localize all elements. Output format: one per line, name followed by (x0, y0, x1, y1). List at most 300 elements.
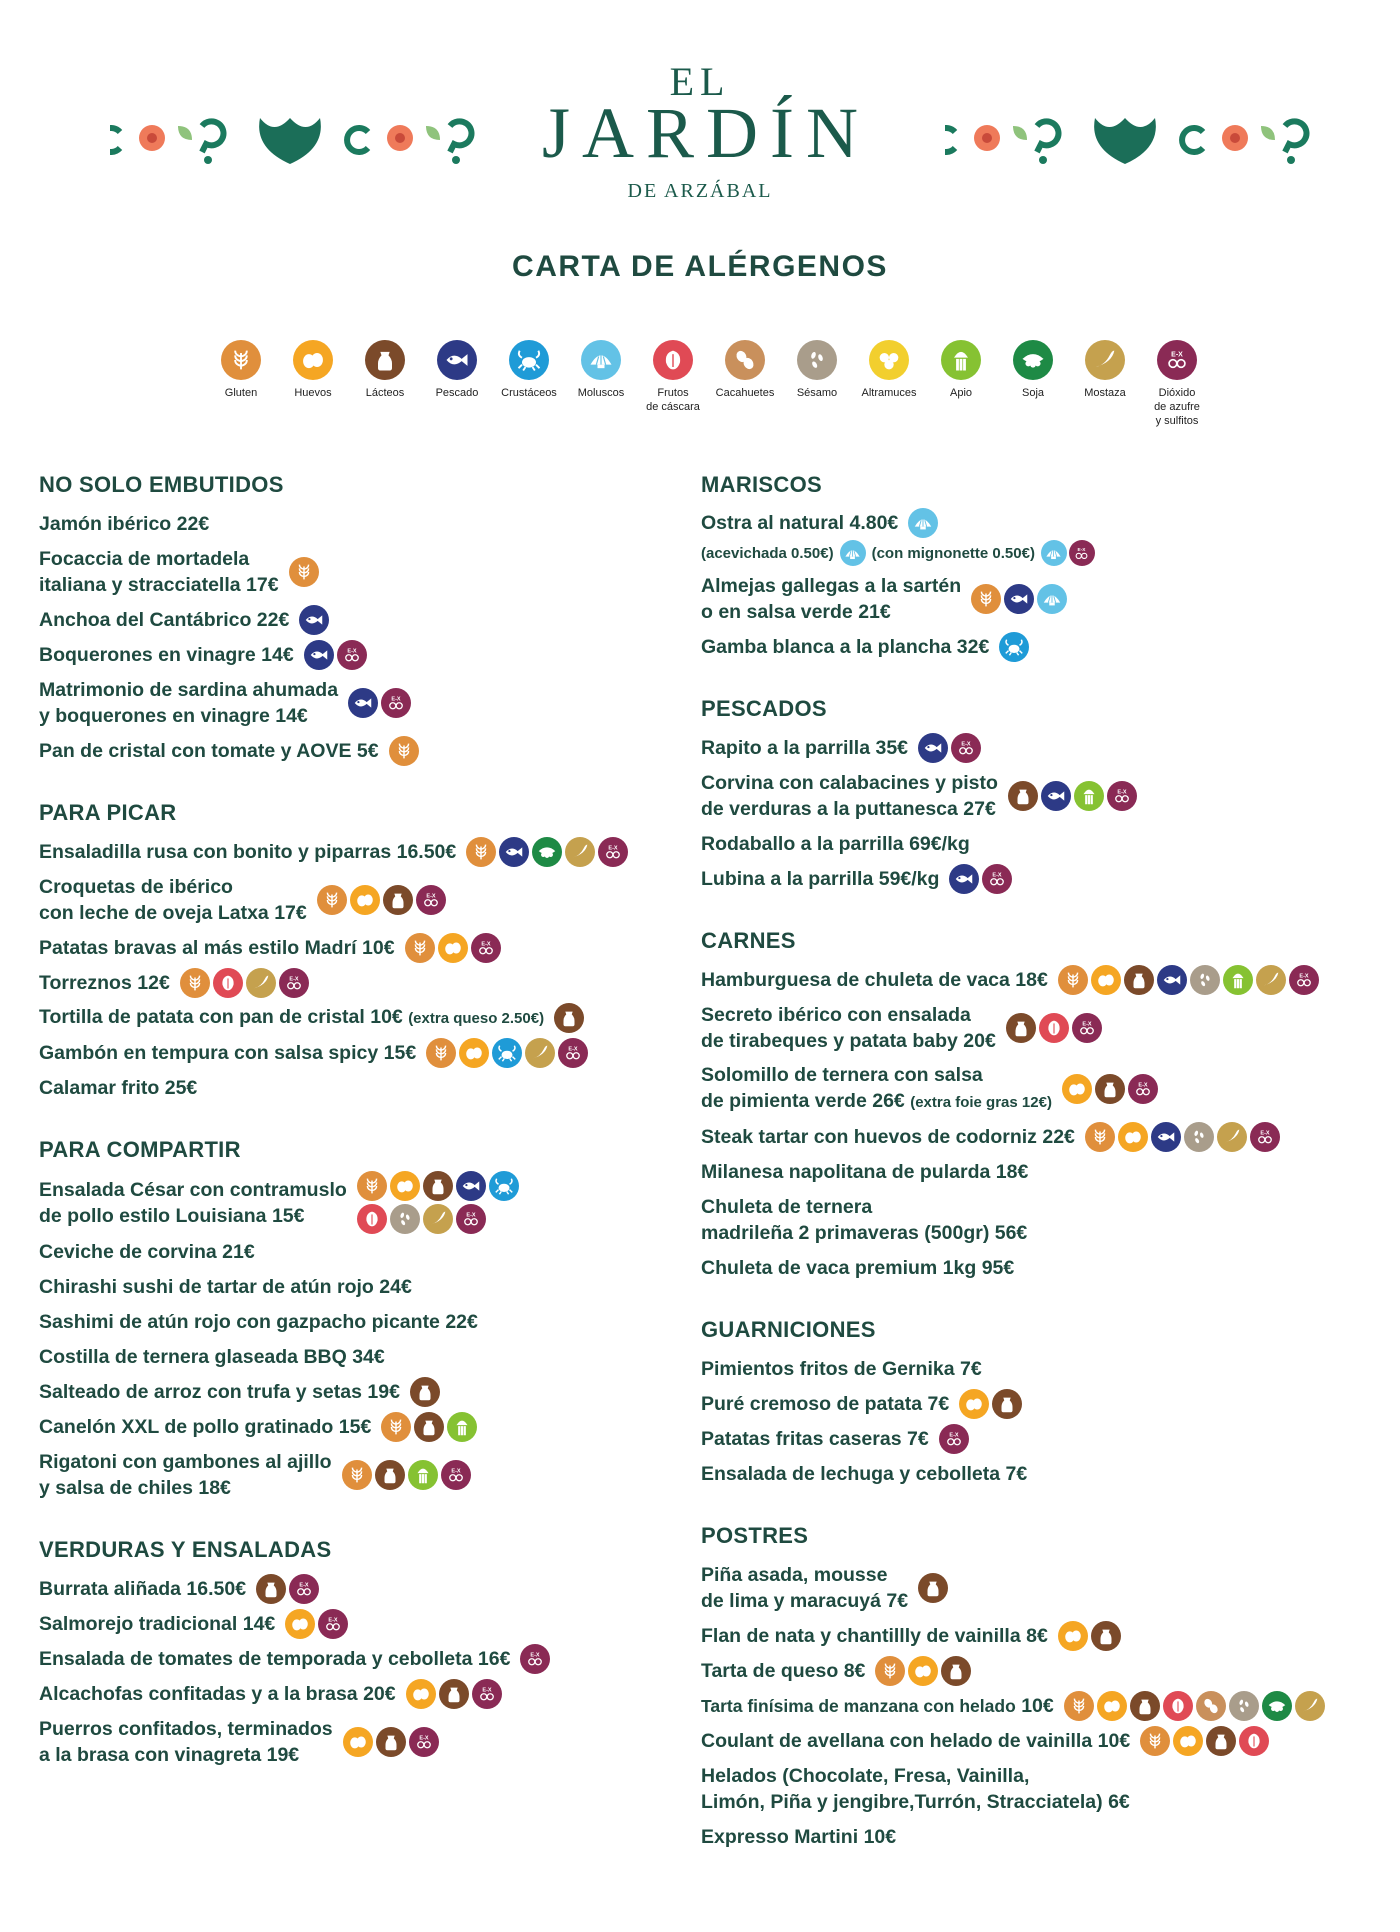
sesamo-icon (1184, 1122, 1214, 1152)
allergen-icons (285, 1609, 348, 1639)
sulfitos-icon (520, 1644, 550, 1674)
lacteos-icon (423, 1171, 453, 1201)
allergen-icons (410, 1377, 440, 1407)
item-price: 34€ (352, 1345, 385, 1368)
svg-text:E-X: E-X (949, 1431, 959, 1438)
svg-text:E-X: E-X (328, 1616, 338, 1623)
lacteos-icon (941, 1656, 971, 1686)
sulfitos-icon (279, 968, 309, 998)
sulfitos-icon (289, 1574, 319, 1604)
gluten-icon (405, 933, 435, 963)
item-price: 22€ (176, 512, 210, 535)
item-name: Gambón en tempura con salsa spicy (39, 1041, 379, 1064)
pescado-icon (1157, 965, 1187, 995)
sulfitos-icon (951, 733, 981, 763)
menu-item (39, 1269, 719, 1304)
item-name: Alcachofas confitadas y a la brasa (39, 1682, 358, 1705)
menu-item (701, 861, 1381, 896)
item-name: Secreto ibérico con ensalada de tirabeques y patata baby (701, 1003, 971, 1052)
menu-column-left (39, 470, 719, 1802)
altramuces-icon (869, 340, 909, 380)
sulfitos-icon (416, 885, 446, 915)
menu-item (39, 869, 719, 930)
item-name: Patatas bravas al más estilo Madrí (39, 936, 357, 959)
item-price: 19€ (266, 1743, 300, 1766)
item-price: 10€ (370, 1005, 403, 1028)
huevos-icon (908, 1656, 938, 1686)
item-price: 18€ (995, 1160, 1029, 1183)
item-price: 8€ (843, 1659, 866, 1682)
item-name: Sashimi de atún rojo con gazpacho picante (39, 1310, 440, 1333)
item-price: 22€ (1042, 1125, 1075, 1148)
svg-text:E-X: E-X (466, 1212, 476, 1219)
menu-item (701, 962, 1381, 997)
item-name: Ensalada de tomates de temporada y cebolleta (39, 1647, 473, 1670)
legend-label: Gluten (224, 387, 258, 399)
allergen-icons (999, 632, 1029, 662)
menu-item (701, 1386, 1381, 1421)
allergen-icons (1058, 965, 1319, 995)
svg-text:E-X: E-X (568, 1045, 578, 1052)
item-price: 6€ (1108, 1790, 1130, 1813)
pescado-icon (918, 733, 948, 763)
menu-section (39, 1535, 719, 1772)
svg-text:E-X: E-X (992, 871, 1003, 878)
gluten-icon (381, 1412, 411, 1442)
allergen-icons (426, 1038, 588, 1068)
allergen-icons (939, 1424, 969, 1454)
allergen-icons (918, 1573, 948, 1603)
lacteos-icon (918, 1573, 948, 1603)
item-name: Jamón ibérico (39, 512, 172, 535)
menu-item (39, 834, 719, 869)
menu-item (701, 1119, 1381, 1154)
menu-item (39, 506, 719, 541)
pescado-icon (437, 340, 477, 380)
item-price: 8€ (1026, 1624, 1048, 1647)
sulfitos-icon (337, 640, 367, 670)
allergen-icons (918, 733, 981, 763)
sesamo-icon (1229, 1691, 1259, 1721)
item-name: Tarta de queso (701, 1659, 839, 1682)
menu-item (39, 1304, 719, 1339)
sulfitos-icon (1072, 1013, 1102, 1043)
gluten-icon (1058, 965, 1088, 995)
menu-item (701, 1557, 1381, 1618)
allergen-icons (1006, 1013, 1102, 1043)
cacahuetes-icon (1196, 1691, 1226, 1721)
menu-section (701, 926, 1381, 1285)
sulfitos-icon (1069, 540, 1095, 566)
section-title: POSTRES (701, 1523, 809, 1548)
page-title: CARTA DE ALÉRGENOS (512, 250, 888, 283)
menu-item (701, 1758, 1381, 1819)
apio-icon (447, 1412, 477, 1442)
allergen-icons (342, 1460, 471, 1490)
section-title: PESCADOS (701, 696, 827, 721)
section-title: PARA COMPARTIR (39, 1137, 241, 1162)
mostaza-icon (1085, 340, 1125, 380)
item-name: Salteado de arroz con trufa y setas (39, 1380, 362, 1403)
item-price: 18€ (198, 1476, 231, 1499)
allergen-icons (466, 837, 628, 867)
item-name: Ensaladilla rusa con bonito y piparras (39, 840, 392, 863)
item-name: Calamar frito (39, 1076, 160, 1099)
sulfitos-icon (1289, 965, 1319, 995)
menu-item (701, 1154, 1381, 1189)
item-price: 17€ (246, 573, 279, 596)
item-name: Helados (Chocolate, Fresa, Vainilla, Limón, Piña y jengibre,Turrón, Stracciatela) (701, 1764, 1103, 1813)
legend-label: Mostaza (1084, 387, 1126, 399)
item-price: 14€ (275, 704, 308, 727)
menu-item (39, 602, 719, 637)
menu-section (701, 470, 1381, 664)
item-name: Puré cremoso de patata (701, 1392, 923, 1415)
item-extra: (extra foie gras 12€) (910, 1093, 1052, 1111)
section-title: PARA PICAR (39, 800, 177, 825)
sulfitos-icon (1157, 340, 1197, 380)
pescado-icon (1041, 781, 1071, 811)
gluten-icon (221, 340, 261, 380)
item-price: 95€ (981, 1256, 1015, 1279)
item-price: 7€ (927, 1392, 950, 1415)
svg-text:E-X: E-X (608, 844, 618, 851)
mostaza-icon (423, 1204, 453, 1234)
gluten-icon (357, 1171, 387, 1201)
item-price: 21€ (222, 1240, 255, 1263)
svg-text:E-X: E-X (1299, 972, 1309, 979)
section-title: CARNES (701, 928, 796, 953)
mostaza-icon (1295, 1691, 1325, 1721)
gluten-icon (971, 584, 1001, 614)
svg-text:E-X: E-X (530, 1651, 541, 1658)
legend-label: Huevos (294, 387, 332, 399)
menu-item (39, 1374, 719, 1409)
item-name: Almejas gallegas a la sartén o en salsa verde (701, 574, 962, 623)
item-price: 10€ (362, 936, 395, 959)
menu-item (39, 1676, 719, 1711)
item-name: Hamburguesa de chuleta de vaca (701, 968, 1010, 991)
soja-icon (532, 837, 562, 867)
lacteos-icon (1006, 1013, 1036, 1043)
allergen-icons (289, 557, 319, 587)
legend-label: Cacahuetes (715, 387, 775, 399)
sulfitos-icon (598, 837, 628, 867)
mostaza-icon (565, 837, 595, 867)
item-price: 20€ (363, 1682, 396, 1705)
item-price: 22€ (256, 608, 290, 631)
legend-label: Lácteos (365, 387, 405, 399)
menu-item (39, 965, 719, 1000)
huevos-icon (1091, 965, 1121, 995)
moluscos-icon (1037, 584, 1067, 614)
item-price: 7€ (1005, 1462, 1028, 1485)
item-name: Corvina con calabacines y pisto de verduras a la puttanesca (701, 771, 998, 820)
allergen-icons (1058, 1621, 1121, 1651)
svg-text:E-X: E-X (480, 940, 491, 947)
menu-item (701, 1250, 1381, 1285)
oyster-option-mignonette: (con mignonette 0.50€) (871, 544, 1035, 562)
huevos-icon (1062, 1074, 1092, 1104)
allergen-icons (256, 1574, 319, 1604)
allergen-icons (554, 1003, 584, 1033)
item-name: Rodaballo a la parrilla (701, 832, 904, 855)
mostaza-icon (525, 1038, 555, 1068)
lacteos-icon (414, 1412, 444, 1442)
apio-icon (941, 340, 981, 380)
item-name: Focaccia de mortadela italiana y stracciatella (39, 547, 250, 596)
legend-item-sulfitos (1132, 340, 1222, 428)
menu-item (39, 930, 719, 965)
moluscos-icon (840, 540, 866, 566)
huevos-icon (1058, 1621, 1088, 1651)
menu-item (701, 765, 1381, 826)
lacteos-icon (992, 1389, 1022, 1419)
header (0, 0, 1400, 200)
item-name: Chirashi sushi de tartar de atún rojo (39, 1275, 374, 1298)
svg-text:E-X: E-X (482, 1686, 492, 1693)
pescado-icon (348, 688, 378, 718)
item-price: 4.80€ (849, 512, 899, 534)
item-name: Pan de cristal con tomate y AOVE (39, 739, 352, 762)
brand-name: JARDÍN (541, 93, 870, 173)
menu-item (39, 541, 719, 602)
menu-section (701, 1521, 1381, 1854)
frutos-icon (1039, 1013, 1069, 1043)
item-name: Piña asada, mousse de lima y maracuyá (701, 1563, 888, 1612)
pescado-icon (1151, 1122, 1181, 1152)
item-price: 10€ (1021, 1694, 1054, 1717)
item-name: Ensalada César con contramuslo de pollo estilo Louisiana (39, 1178, 347, 1227)
item-price: 16.50€ (186, 1577, 247, 1600)
soja-icon (1013, 340, 1053, 380)
sesamo-icon (1190, 965, 1220, 995)
huevos-icon (390, 1171, 420, 1201)
menu-item (39, 1000, 719, 1035)
svg-text:E-X: E-X (1171, 351, 1183, 359)
item-name: Chuleta de ternera madrileña 2 primaveras (500gr) (701, 1195, 990, 1244)
mostaza-icon (1217, 1122, 1247, 1152)
item-name: Gamba blanca a la plancha (701, 635, 952, 658)
lacteos-icon (554, 1003, 584, 1033)
item-name: Torreznos (39, 971, 132, 994)
item-name: Steak tartar con huevos de codorniz (701, 1125, 1037, 1148)
frutos-icon (1163, 1691, 1193, 1721)
frutos-icon (213, 968, 243, 998)
item-price: 14€ (242, 1612, 276, 1635)
svg-text:E-X: E-X (419, 1734, 429, 1741)
allergen-icons (1140, 1726, 1269, 1756)
crustaceos-icon (509, 340, 549, 380)
huevos-icon (1173, 1726, 1203, 1756)
menu-item (701, 568, 1381, 629)
item-price: 32€ (956, 635, 990, 658)
huevos-icon (438, 933, 468, 963)
legend-label: Soja (1021, 387, 1045, 399)
svg-text:E-X: E-X (1138, 1081, 1148, 1088)
gluten-icon (342, 1460, 372, 1490)
menu-item (39, 733, 719, 768)
svg-text:E-X: E-X (450, 1467, 461, 1474)
item-price: 7€ (960, 1357, 982, 1380)
lacteos-icon (365, 340, 405, 380)
legend-label: Crustáceos (501, 387, 557, 399)
legend-label: Altramuces (861, 387, 917, 399)
svg-text:E-X: E-X (1117, 788, 1127, 795)
item-price: 15€ (271, 1204, 305, 1227)
menu-item (701, 1058, 1381, 1119)
pescado-icon (499, 837, 529, 867)
allergen-icons (299, 605, 329, 635)
menu-item (701, 1688, 1381, 1723)
huevos-icon (406, 1679, 436, 1709)
gluten-icon (466, 837, 496, 867)
menu-section (701, 1315, 1381, 1491)
gluten-icon (289, 557, 319, 587)
item-name: Patatas fritas caseras (701, 1427, 902, 1450)
svg-text:E-X: E-X (1260, 1129, 1270, 1136)
item-name: Coulant de avellana con helado de vainilla (701, 1729, 1093, 1752)
allergen-icons (1008, 781, 1137, 811)
menu-item (701, 826, 1381, 861)
item-price: 19€ (367, 1380, 400, 1403)
soja-icon (1262, 1691, 1292, 1721)
pescado-icon (949, 864, 979, 894)
apio-icon (1223, 965, 1253, 995)
section-title: GUARNICIONES (701, 1317, 876, 1342)
item-name: Solomillo de ternera con salsa de pimienta verde (701, 1063, 983, 1112)
item-price: 18€ (1015, 968, 1048, 991)
menu-item (39, 1409, 719, 1444)
item-price: 7€ (906, 1427, 929, 1450)
sulfitos-icon (982, 864, 1012, 894)
menu-item (701, 1653, 1381, 1688)
crustaceos-icon (999, 632, 1029, 662)
huevos-icon (350, 885, 380, 915)
pescado-icon (456, 1171, 486, 1201)
legend-label: Dióxido de azufre y sulfitos (1154, 387, 1200, 427)
huevos-icon (343, 1727, 373, 1757)
item-price: 56€ (994, 1221, 1028, 1244)
item-name: Pimientos fritos de Gernika (701, 1357, 955, 1380)
menu-item (39, 1070, 719, 1105)
item-price: 27€ (963, 797, 996, 820)
item-price: 5€ (356, 739, 379, 762)
mostaza-icon (246, 968, 276, 998)
item-name: Costilla de ternera glaseada BBQ (39, 1345, 347, 1368)
mostaza-icon (1256, 965, 1286, 995)
allergen-icons (348, 688, 411, 718)
gluten-icon (1140, 1726, 1170, 1756)
menu-section (39, 1135, 719, 1505)
lacteos-icon (1091, 1621, 1121, 1651)
lacteos-icon (410, 1377, 440, 1407)
pescado-icon (304, 640, 334, 670)
menu-item (701, 1456, 1381, 1491)
svg-text:E-X: E-X (289, 975, 299, 982)
gluten-icon (875, 1656, 905, 1686)
section-title: NO SOLO EMBUTIDOS (39, 472, 284, 497)
menu-item (39, 1711, 719, 1772)
allergen-icons (1064, 1691, 1325, 1721)
svg-text:E-X: E-X (347, 647, 357, 654)
cacahuetes-icon (725, 340, 765, 380)
pescado-icon (1004, 584, 1034, 614)
item-name: Croquetas de ibérico con leche de oveja Latxa (39, 875, 269, 924)
lacteos-icon (1130, 1691, 1160, 1721)
menu-item (701, 506, 1381, 568)
allergen-icons (381, 1412, 477, 1442)
item-name: Ostra al natural (701, 512, 845, 534)
item-name: Chuleta de vaca premium 1kg (701, 1256, 977, 1279)
item-name: Lubina a la parrilla (701, 867, 874, 890)
floral-decoration-right (945, 104, 1325, 174)
allergen-legend (196, 340, 1216, 440)
item-name: Ceviche de corvina (39, 1240, 217, 1263)
item-price: 10€ (863, 1825, 897, 1848)
item-name: Salmorejo tradicional (39, 1612, 238, 1635)
gluten-icon (426, 1038, 456, 1068)
lacteos-icon (375, 1460, 405, 1490)
sesamo-icon (390, 1204, 420, 1234)
sulfitos-icon (939, 1424, 969, 1454)
allergen-icons (1062, 1074, 1158, 1104)
allergen-icons (317, 885, 446, 915)
gluten-icon (1064, 1691, 1094, 1721)
svg-text:E-X: E-X (426, 892, 436, 899)
allergen-icons (875, 1656, 971, 1686)
sulfitos-icon (1128, 1074, 1158, 1104)
item-name: Boquerones en vinagre (39, 643, 256, 666)
apio-icon (1074, 781, 1104, 811)
huevos-icon (293, 340, 333, 380)
item-price: 20€ (963, 1029, 996, 1052)
lacteos-icon (1206, 1726, 1236, 1756)
menu-item (701, 1819, 1381, 1854)
legend-label: Apio (949, 387, 973, 399)
gluten-icon (389, 736, 419, 766)
menu-item (39, 1606, 719, 1641)
menu-item (39, 1339, 719, 1374)
oyster-option-acevichada: (acevichada 0.50€) (701, 544, 834, 562)
svg-text:E-X: E-X (1082, 1020, 1092, 1027)
allergen-icons (405, 933, 501, 963)
item-name: Anchoa del Cantábrico (39, 608, 252, 631)
item-extra: (extra queso 2.50€) (408, 1009, 545, 1027)
huevos-icon (1118, 1122, 1148, 1152)
brand-subtitle: DE ARZÁBAL (627, 180, 773, 202)
sulfitos-icon (381, 688, 411, 718)
huevos-icon (959, 1389, 989, 1419)
sulfitos-icon (472, 1679, 502, 1709)
item-price: 15€ (383, 1041, 417, 1064)
svg-text:E-X: E-X (1077, 547, 1086, 553)
menu-item (701, 1618, 1381, 1653)
huevos-icon (459, 1038, 489, 1068)
item-name: Tarta finísima de manzana con helado (701, 1695, 1016, 1716)
item-name: Burrata aliñada (39, 1577, 181, 1600)
item-price: 21€ (858, 600, 891, 623)
svg-text:E-X: E-X (299, 1581, 309, 1588)
menu-item (701, 1189, 1381, 1250)
sulfitos-icon (1250, 1122, 1280, 1152)
item-price: 14€ (261, 643, 294, 666)
menu-item (39, 1571, 719, 1606)
sulfitos-icon (409, 1727, 439, 1757)
allergen-icons (520, 1644, 550, 1674)
menu-item (701, 1723, 1381, 1758)
crustaceos-icon (492, 1038, 522, 1068)
